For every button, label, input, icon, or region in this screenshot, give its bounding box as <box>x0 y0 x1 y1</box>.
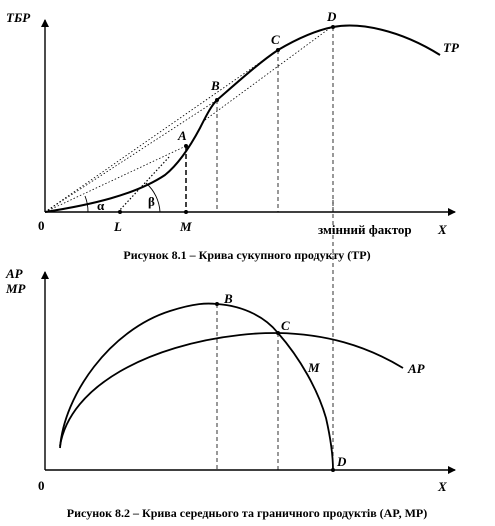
fig1-tangent-bc <box>205 28 330 120</box>
fig1-point-b <box>215 98 219 102</box>
fig1-tp-curve <box>45 26 440 212</box>
fig2-point-c <box>276 331 280 335</box>
fig1-label-b: B <box>211 78 220 93</box>
fig1-x-axis-label: X <box>438 222 447 237</box>
fig1-label-d: D <box>327 9 337 24</box>
fig2-mp-label: M <box>308 360 320 375</box>
figure-1-total-product <box>6 9 460 262</box>
fig1-point-d <box>331 25 335 29</box>
fig1-alpha-label: α <box>97 198 105 213</box>
fig1-ray-to-c <box>45 50 278 212</box>
fig2-y-axis-label-mp: MP <box>6 281 26 296</box>
fig2-x-axis-label: X <box>438 479 447 494</box>
fig1-label-m: M <box>180 219 192 234</box>
fig1-tangent-line <box>118 156 170 212</box>
fig1-label-l: L <box>114 219 122 234</box>
fig2-ap-label: AP <box>408 361 425 376</box>
fig2-y-axis-label-ap: AP <box>6 266 23 281</box>
fig1-origin-label: 0 <box>38 218 45 233</box>
fig2-origin-label: 0 <box>38 478 45 493</box>
fig1-y-axis-label: TБP <box>6 10 31 25</box>
fig1-label-a: A <box>178 128 187 143</box>
fig2-point-b <box>215 302 219 306</box>
fig1-beta-label: β <box>148 194 155 209</box>
fig2-ap-curve <box>60 333 403 446</box>
fig2-label-b: B <box>224 291 233 306</box>
fig1-x-axis-note: змінний фактор <box>318 222 412 237</box>
fig1-ray-to-b <box>45 100 217 212</box>
fig2-mp-curve <box>60 304 333 470</box>
fig1-point-c <box>276 48 280 52</box>
fig2-point-d <box>331 468 335 472</box>
fig1-caption: Рисунок 8.1 – Крива сукупного продукту (TP) <box>123 248 371 262</box>
fig1-point-m <box>184 210 188 214</box>
fig1-tp-label: TP <box>443 40 459 55</box>
fig2-caption: Рисунок 8.2 – Крива середнього та граничного продуктів (AP, MP) <box>66 506 428 520</box>
fig2-label-c: C <box>281 318 290 333</box>
fig2-label-d: D <box>337 454 347 469</box>
fig1-point-a <box>184 144 188 148</box>
fig1-label-c: C <box>271 32 280 47</box>
fig1-ray-to-a <box>45 146 186 212</box>
fig1-point-l <box>118 210 122 214</box>
